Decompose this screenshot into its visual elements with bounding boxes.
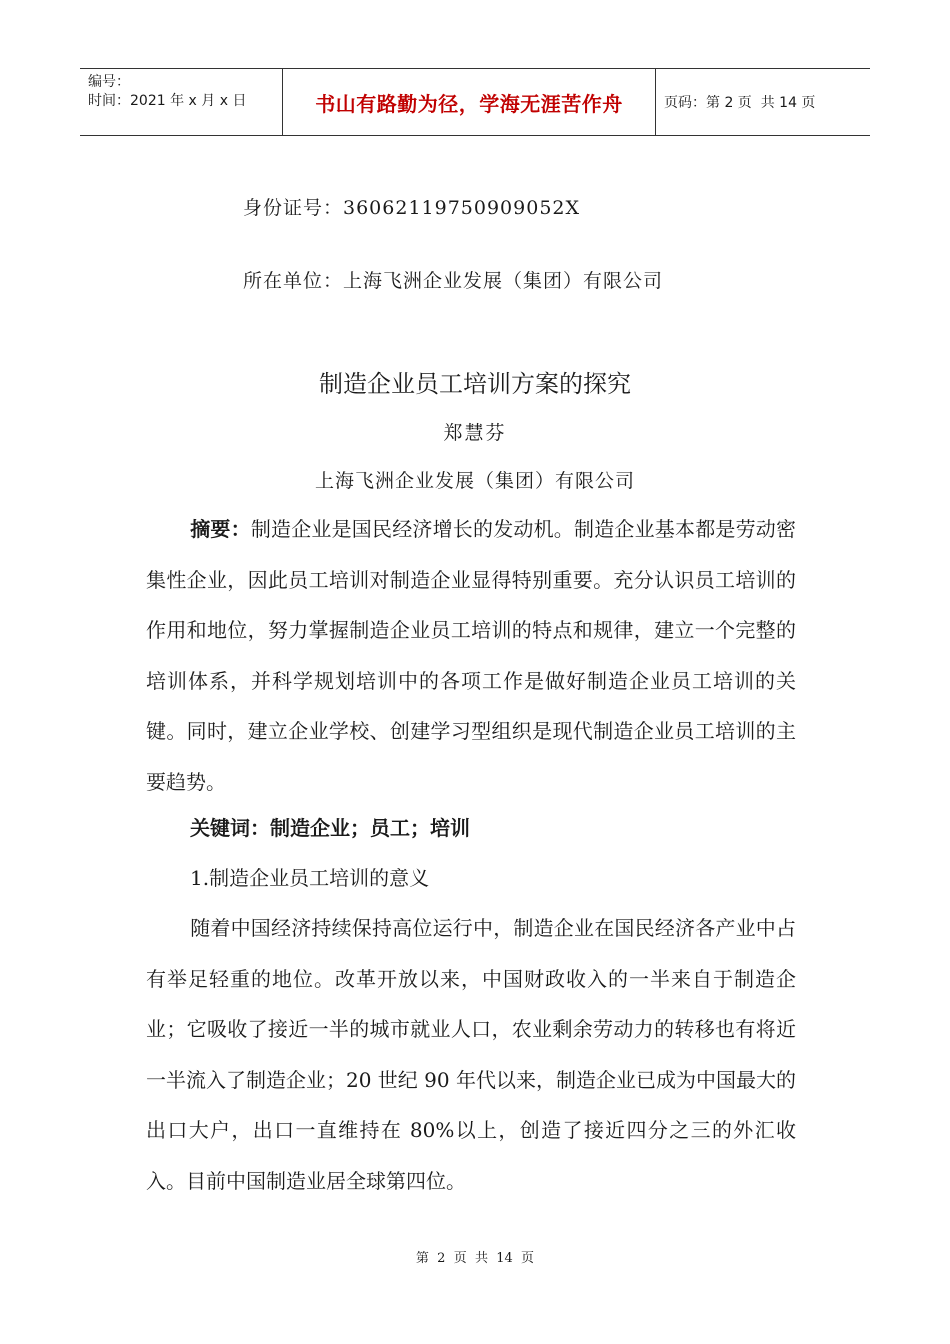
abstract-paragraph	[146, 504, 796, 807]
article-title: 制造企业员工培训方案的探究	[319, 370, 631, 398]
date-label: 时间：2021 年 x 月 x 日	[88, 93, 247, 109]
unit-line: 所在单位：上海飞洲企业发展（集团）有限公司	[243, 270, 664, 292]
page-header	[80, 68, 870, 136]
id-number-line: 身份证号：36062119750909052X	[243, 197, 581, 219]
header-motto	[282, 69, 656, 135]
keywords-label: 关键词：	[190, 816, 270, 840]
page-label: 页码：第 2 页 共 14 页	[664, 95, 816, 111]
motto-text: 书山有路勤为径，学海无涯苦作舟	[315, 91, 623, 116]
keywords-text: 制造企业；员工；培训	[270, 816, 470, 840]
keywords-line	[146, 803, 796, 854]
code-label: 编号：	[88, 74, 130, 90]
abstract-text: 制造企业是国民经济增长的发动机。制造企业基本都是劳动密集性企业，因此员工培训对制造企业显得特别重要。充分认识员工培训的作用和地位，努力掌握制造企业员工培训的特点和规律，建立一个完整的培训体系，并科学规划培训中的各项工作是做好制造企业员工培训的关键。同时，建立企业学校、创建学习型组织是现代制造企业员工培训的主要趋势。	[146, 517, 797, 794]
section-1-heading	[146, 853, 796, 904]
page-footer: 第 2 页 共 14 页	[415, 1251, 535, 1266]
section-1-paragraph-text: 随着中国经济持续保持高位运行中，制造企业在国民经济各产业中占有举足轻重的地位。改革开放以来，中国财政收入的一半来自于制造企业；它吸收了接近一半的城市就业人口，农业剩余劳动力的转移也有将近一半流入了制造企业；20 世纪 90 年代以来，制造企业已成为中国最大的出口大户，出口一直维持在 80%以上，创造了接近四分之三的外汇收入。目前中国制造业居全球第四位。	[146, 916, 796, 1193]
article-author: 郑慧芬	[443, 422, 507, 444]
section-1-paragraph	[146, 903, 796, 1206]
abstract-label: 摘要：	[190, 517, 251, 541]
article-organization: 上海飞洲企业发展（集团）有限公司	[314, 470, 635, 492]
section-1-heading-text: 1.制造企业员工培训的意义	[190, 866, 430, 890]
header-page-number	[656, 69, 870, 135]
header-meta	[80, 69, 282, 135]
